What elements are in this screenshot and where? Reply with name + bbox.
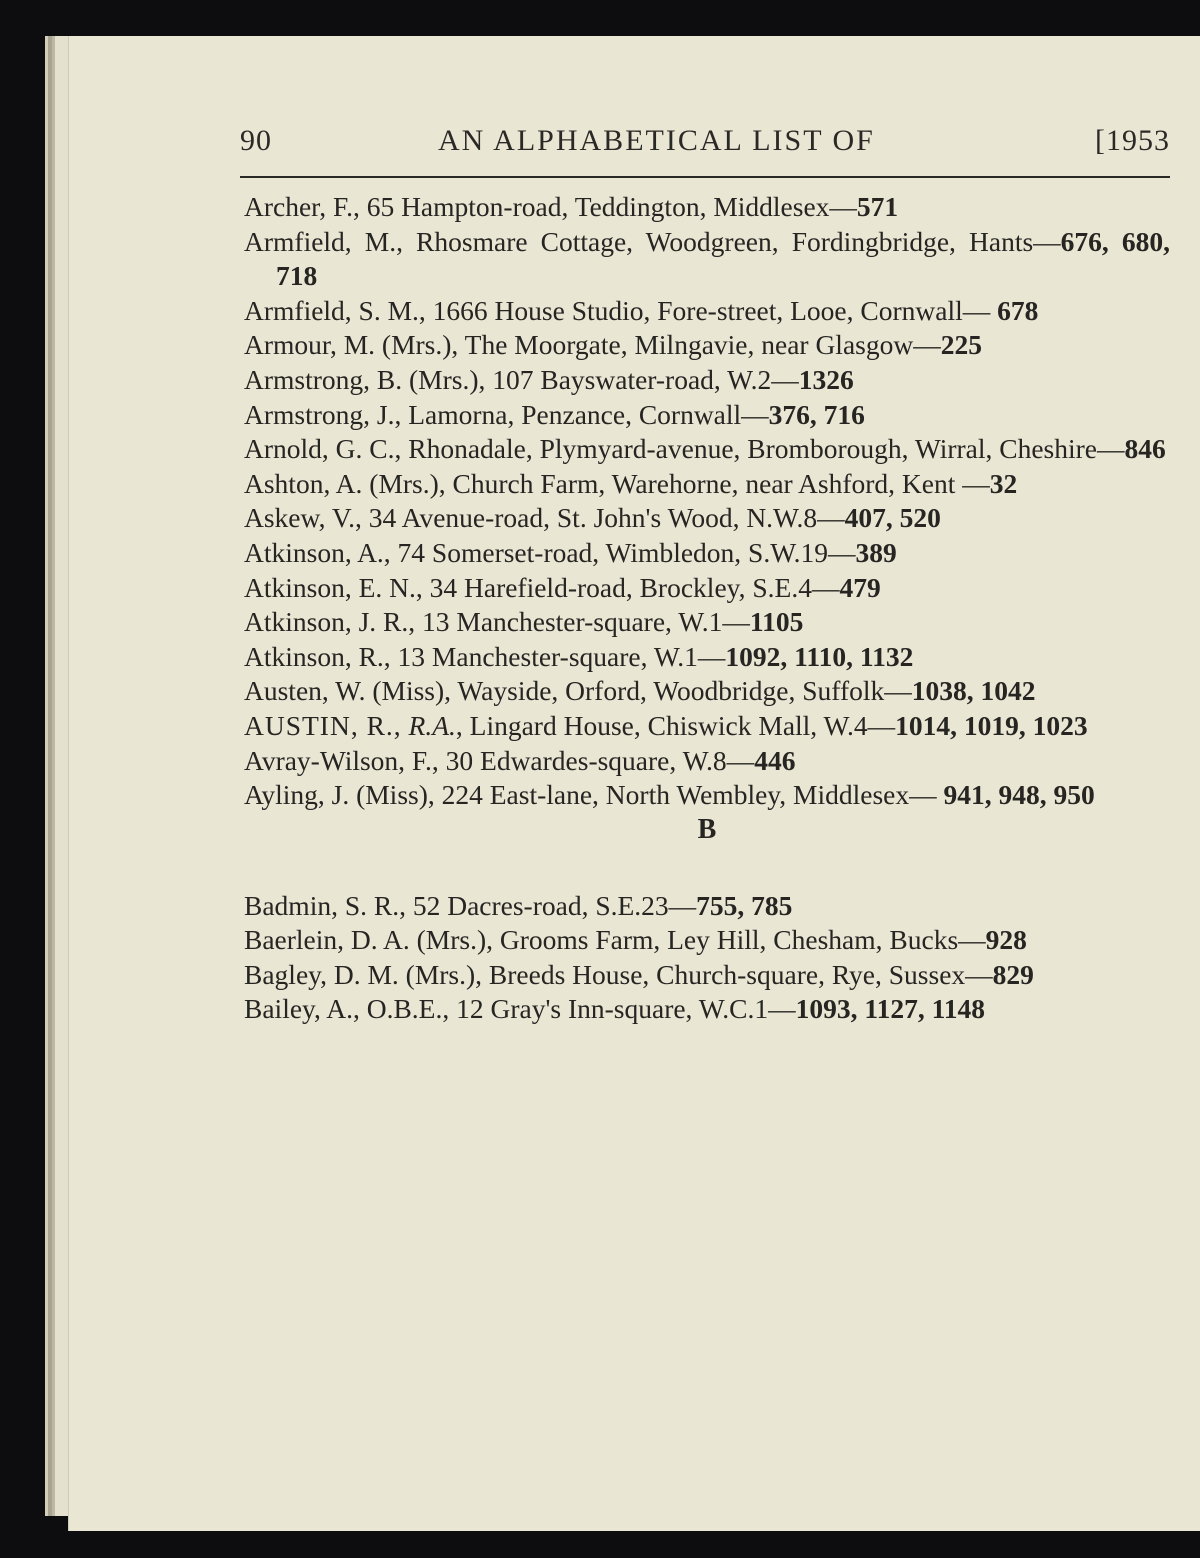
header-rule <box>240 176 1170 178</box>
list-item <box>244 674 1170 709</box>
entry-text: Badmin, S. R., 52 Dacres-road, S.E.23— <box>244 889 697 921</box>
list-item <box>244 398 1170 433</box>
entry-refs: 479 <box>839 571 881 603</box>
entry-text: Armstrong, J., Lamorna, Penzance, Cornwall— <box>244 398 769 430</box>
list-item <box>244 640 1170 675</box>
list-item <box>244 958 1170 993</box>
list-item <box>244 363 1170 398</box>
entry-refs: 571 <box>856 191 899 222</box>
list-item <box>244 536 1170 571</box>
entry-refs: 225 <box>940 329 982 361</box>
section-heading-b: B <box>697 813 717 845</box>
entries-group-a <box>244 190 1170 709</box>
list-item <box>244 571 1170 606</box>
entry-list <box>244 190 1170 1027</box>
entry-refs: 1105 <box>749 606 804 638</box>
entry-refs: 846 <box>1124 433 1166 465</box>
entry-refs: 1326 <box>798 363 854 395</box>
entry-text: Atkinson, R., 13 Manchester-square, W.1— <box>244 640 726 672</box>
entry-text: Bagley, D. M. (Mrs.), Breeds House, Church-square, Rye, Sussex— <box>244 958 993 990</box>
entry-text: Armfield, S. M., 1666 House Studio, Fore-street, Looe, Cornwall— <box>244 294 998 326</box>
entry-text: Askew, V., 34 Avenue-road, St. John's Wood, N.W.8— <box>244 502 845 534</box>
header-title: AN ALPHABETICAL LIST OF <box>438 124 875 157</box>
header-year: [1953 <box>1095 124 1170 157</box>
entry-text: Avray-Wilson, F., 30 Edwardes-square, W.8— <box>244 744 755 776</box>
entry-text: , Lingard House, Chiswick Mall, W.4— <box>455 709 896 741</box>
entry-text: Baerlein, D. A. (Mrs.), Grooms Farm, Ley Hill, Chesham, Bucks— <box>244 924 986 956</box>
entry-refs: 32 <box>989 467 1018 499</box>
entry-name: AUSTIN, R., <box>244 709 402 741</box>
entry-text: Arnold, G. C., Rhonadale, Plymyard-avenue, Bromborough, Wirral, Cheshire— <box>244 433 1125 465</box>
entry-text: Atkinson, E. N., 34 Harefield-road, Brockley, S.E.4— <box>244 571 840 603</box>
entry-text: Archer, F., 65 Hampton-road, Teddington, Middlesex— <box>244 191 857 222</box>
entry-refs: 446 <box>754 744 796 776</box>
list-item <box>244 467 1170 502</box>
list-item <box>244 605 1170 640</box>
entry-refs: 755, 785 <box>696 889 793 921</box>
entry-text: Bailey, A., O.B.E., 12 Gray's Inn-square, W.C.1— <box>244 993 796 1025</box>
list-item <box>244 992 1170 1027</box>
list-item <box>244 328 1170 363</box>
list-item <box>244 923 1170 958</box>
list-item <box>244 190 1170 225</box>
list-item <box>244 889 1170 924</box>
list-item <box>244 432 1170 467</box>
entry-refs: 678 <box>997 294 1039 326</box>
entry-honour: R.A. <box>408 709 456 741</box>
entry-refs: 829 <box>992 958 1034 990</box>
entry-refs: 941, 948, 950 <box>943 779 1095 811</box>
entry-text: Atkinson, J. R., 13 Manchester-square, W.1— <box>244 606 750 638</box>
entry-text: Armfield, M., Rhosmare Cottage, Woodgreen, Fordingbridge, Hants— <box>244 225 1061 257</box>
entry-refs: 676, 680, 718 <box>276 225 1171 292</box>
list-item-austin <box>244 709 1170 744</box>
running-head <box>240 124 1170 168</box>
entry-refs: 928 <box>985 924 1027 956</box>
entry-text: Ayling, J. (Miss), 224 East-lane, North Wembley, Middlesex— <box>244 779 944 811</box>
entry-text: Ashton, A. (Mrs.), Church Farm, Warehorne, near Ashford, Kent — <box>244 467 990 499</box>
entry-refs: 376, 716 <box>768 398 865 430</box>
page-number: 90 <box>240 124 272 157</box>
list-item <box>244 744 1170 779</box>
entries-group-a2 <box>244 744 1170 813</box>
list-item <box>244 294 1170 329</box>
entry-text: Austen, W. (Miss), Wayside, Orford, Woodbridge, Suffolk— <box>244 675 912 707</box>
entry-refs: 407, 520 <box>844 502 941 534</box>
entry-refs: 1092, 1110, 1132 <box>725 640 914 672</box>
list-item <box>244 225 1170 294</box>
entry-refs: 389 <box>855 536 897 568</box>
entry-text: Armour, M. (Mrs.), The Moorgate, Milngavie, near Glasgow— <box>244 329 941 361</box>
entry-text: Armstrong, B. (Mrs.), 107 Bayswater-road, W.2— <box>244 363 799 395</box>
list-item <box>244 778 1170 813</box>
entries-group-b <box>244 889 1170 1027</box>
entry-refs: 1093, 1127, 1148 <box>795 993 986 1025</box>
list-item <box>244 501 1170 536</box>
entry-text: Atkinson, A., 74 Somerset-road, Wimbledon, S.W.19— <box>244 536 856 568</box>
entry-refs: 1038, 1042 <box>911 675 1036 707</box>
entry-refs: 1014, 1019, 1023 <box>895 709 1088 741</box>
